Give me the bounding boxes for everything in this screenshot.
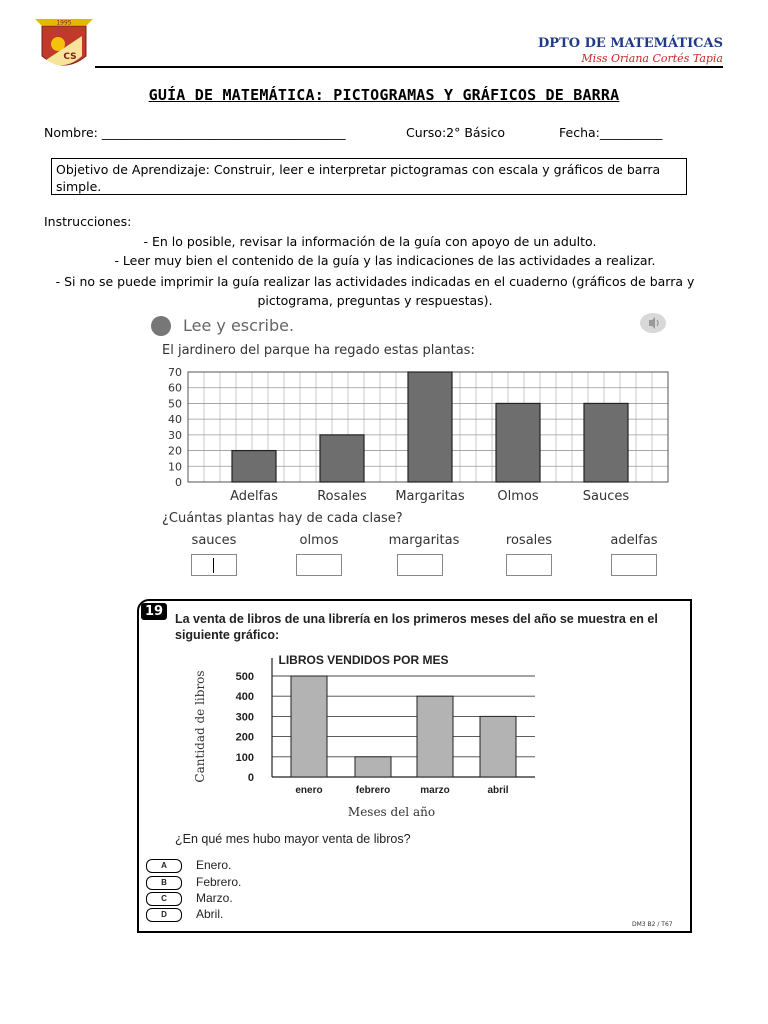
learning-objective-box xyxy=(51,158,687,195)
answer-label-adelfas: adelfas xyxy=(610,533,658,548)
x-category-label: marzo xyxy=(420,785,450,796)
bar xyxy=(584,403,628,482)
y-tick-label: 0 xyxy=(247,772,254,784)
option-a-badge[interactable]: A xyxy=(146,859,182,873)
y-tick-label: 200 xyxy=(235,731,254,744)
y-tick-label: 400 xyxy=(235,691,254,704)
text-cursor xyxy=(213,558,214,573)
y-tick-label: 40 xyxy=(168,413,182,427)
bar xyxy=(417,696,453,777)
logo-text: CS xyxy=(63,52,77,62)
books-bar-chart xyxy=(180,648,560,828)
x-category-label: Rosales xyxy=(317,489,367,504)
option-c-text: Marzo. xyxy=(196,891,233,905)
y-tick-label: 300 xyxy=(235,711,254,724)
exercise2-question: ¿En qué mes hubo mayor venta de libros? xyxy=(175,832,411,846)
answer-label-margaritas: margaritas xyxy=(388,533,460,548)
exercise-source-code: DM3 B2 / T67 xyxy=(632,921,673,928)
bar xyxy=(232,451,276,482)
audio-icon[interactable] xyxy=(640,313,666,333)
option-d-text: Abril. xyxy=(196,907,224,921)
answer-input-adelfas[interactable] xyxy=(611,554,657,576)
x-category-label: Sauces xyxy=(582,489,630,504)
answer-label-sauces: sauces xyxy=(191,533,237,548)
y-axis-label: Cantidad de libros xyxy=(193,670,207,783)
option-a-text: Enero. xyxy=(196,858,232,872)
instruction-item: - Si no se puede imprimir la guía realizar las actividades indicadas en el cuaderno (gráficos de barra y pictograma, preguntas y respuestas). xyxy=(55,274,695,308)
y-tick-label: 50 xyxy=(168,397,182,411)
exercise2-text: La venta de libros de una librería en los primeros meses del año se muestra en el siguiente gráfico: xyxy=(175,612,658,642)
course-label: Curso:2° Básico xyxy=(406,125,506,140)
logo-year: 1995 xyxy=(56,19,72,27)
plants-bar-chart xyxy=(150,362,680,507)
bullet-icon xyxy=(151,316,171,336)
instruction-item: - Leer muy bien el contenido de la guía y las indicaciones de las actividades a realizar. xyxy=(114,253,656,268)
y-tick-label: 10 xyxy=(168,460,182,474)
bar xyxy=(496,403,540,482)
answer-input-margaritas[interactable] xyxy=(397,554,443,576)
instructions-label: Instrucciones: xyxy=(44,214,132,229)
x-category-label: febrero xyxy=(355,785,391,796)
exercise1-heading: Lee y escribe. xyxy=(183,316,295,335)
x-category-label: Adelfas xyxy=(230,489,278,504)
exercise1-prompt: El jardinero del parque ha regado estas plantas: xyxy=(162,343,475,358)
x-axis-label: Meses del año xyxy=(347,805,436,819)
answer-input-rosales[interactable] xyxy=(506,554,552,576)
learning-objective-text: Objetivo de Aprendizaje: Construir, leer e interpretar pictogramas con escala y gráficos de barra simple. xyxy=(56,162,661,194)
y-tick-label: 500 xyxy=(235,671,254,683)
x-category-label: enero xyxy=(295,785,323,796)
answer-label-olmos: olmos xyxy=(299,533,339,548)
y-tick-label: 60 xyxy=(168,381,182,395)
bar xyxy=(291,676,327,777)
option-d[interactable] xyxy=(146,907,223,922)
x-category-label: Olmos xyxy=(497,489,539,504)
y-tick-label: 100 xyxy=(235,751,254,764)
bar xyxy=(355,757,391,777)
option-a[interactable] xyxy=(146,858,231,873)
teacher-name: Miss Oriana Cortés Tapia xyxy=(581,52,723,65)
exercise-number-badge: 19 xyxy=(141,603,167,620)
option-b[interactable] xyxy=(146,875,241,890)
bar xyxy=(480,716,516,777)
y-tick-label: 30 xyxy=(168,428,182,442)
option-d-badge[interactable]: D xyxy=(146,908,182,922)
page-title: GUÍA DE MATEMÁTICA: PICTOGRAMAS Y GRÁFICOS DE BARRA xyxy=(148,86,620,104)
instruction-item: - En lo posible, revisar la información de la guía con apoyo de un adulto. xyxy=(143,234,597,249)
y-tick-label: 0 xyxy=(175,476,182,489)
option-b-badge[interactable]: B xyxy=(146,876,182,890)
x-category-label: abril xyxy=(487,785,509,796)
bar xyxy=(408,372,452,482)
header-divider xyxy=(95,66,723,68)
department-name: DPTO DE MATEMÁTICAS xyxy=(538,36,723,51)
date-field[interactable]: Fecha:__________ xyxy=(559,125,663,140)
y-tick-label: 20 xyxy=(168,444,182,458)
school-logo xyxy=(33,16,95,74)
y-tick-label: 70 xyxy=(168,366,182,379)
option-c-badge[interactable]: C xyxy=(146,892,182,906)
x-category-label: Margaritas xyxy=(395,489,465,504)
exercise1-question: ¿Cuántas plantas hay de cada clase? xyxy=(162,511,403,526)
option-b-text: Febrero. xyxy=(196,875,242,889)
answer-label-rosales: rosales xyxy=(505,533,553,548)
answer-input-sauces[interactable] xyxy=(191,554,237,576)
chart-title: LIBROS VENDIDOS POR MES xyxy=(278,653,449,667)
bar xyxy=(320,435,364,482)
answer-input-olmos[interactable] xyxy=(296,554,342,576)
option-c[interactable] xyxy=(146,891,233,906)
name-field[interactable]: Nombre: _______________________________________ xyxy=(44,125,346,140)
